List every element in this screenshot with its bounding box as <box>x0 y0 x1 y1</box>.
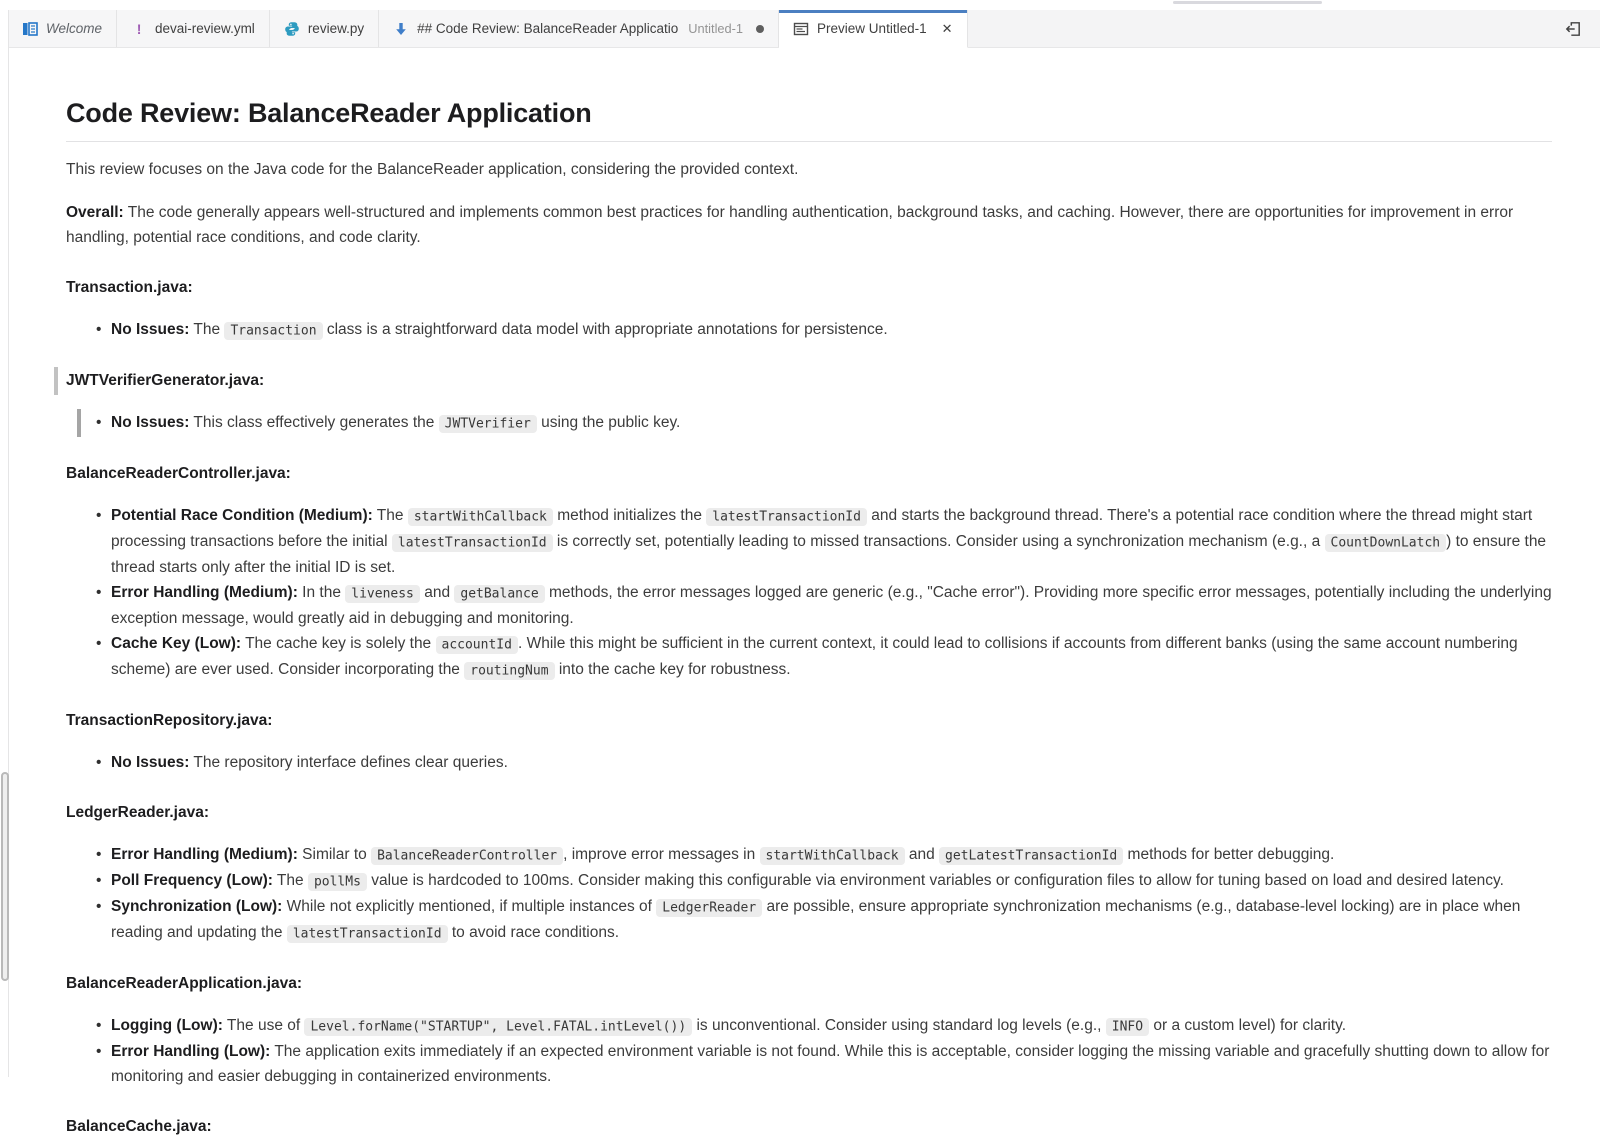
bullet-list <box>66 317 1552 343</box>
section-heading: BalanceCache.java: <box>66 1118 212 1135</box>
list-item <box>111 631 1552 683</box>
inline-code: getLatestTransactionId <box>939 847 1123 865</box>
section-heading: BalanceReaderApplication.java: <box>66 975 303 992</box>
python-icon <box>284 21 300 37</box>
inline-code: BalanceReaderController <box>371 847 563 865</box>
tab-label: review.py <box>307 21 365 36</box>
bullet-text: is unconventional. Consider using standard log levels (e.g., <box>692 1017 1106 1034</box>
list-item <box>111 503 1552 580</box>
inline-code: Transaction <box>224 322 322 340</box>
inline-code: Level.forName("STARTUP", Level.FATAL.intLevel()) <box>304 1018 692 1036</box>
overall-label: Overall: <box>66 204 124 221</box>
bullet-text: The application exits immediately if an expected environment variable is not found. While this is acceptable, consider logging the missing variable and gracefully shutting down to allow for monitoring and easier debugging in containerized environments. <box>111 1043 1550 1085</box>
bullet-text: . While this might be sufficient in the current context, it could lead to collisions if accounts from different banks (using the same account numbering scheme) are ever used. Consider incorporating the <box>111 635 1518 678</box>
inline-code: accountId <box>436 636 518 654</box>
list-item <box>111 317 1552 343</box>
bullet-text: While not explicitly mentioned, if multiple instances of <box>282 898 657 915</box>
list-item <box>111 1039 1552 1089</box>
bullet-label: Logging (Low): <box>111 1017 223 1034</box>
tab-code-review-md[interactable] <box>379 10 779 47</box>
bullet-label: No Issues: <box>111 754 190 771</box>
list-item <box>111 750 1552 775</box>
bullet-text: In the <box>297 584 346 601</box>
bullet-text: methods, the error messages logged are generic (e.g., "Cache error"). Providing more specific error messages, potentially including the underlying exception message, would greatly aid in debugging and monitoring. <box>111 584 1552 627</box>
markdown-preview-icon <box>793 21 809 37</box>
inline-code: JWTVerifier <box>439 415 537 433</box>
bullet-text: is correctly set, potentially leading to missed transactions. Consider using a synchronization mechanism (e.g., a <box>552 533 1325 550</box>
bullet-text: ) to ensure the thread starts only after the initial ID is set. <box>111 533 1547 576</box>
list-item <box>111 868 1552 894</box>
tab-bar-empty-space <box>968 10 1547 47</box>
tab-label: ## Code Review: BalanceReader Applicatio <box>417 21 679 36</box>
intro-paragraph: This review focuses on the Java code for the BalanceReader application, considering the provided context. <box>66 161 799 178</box>
bullet-text: to avoid race conditions. <box>447 924 620 941</box>
bullet-text: class is a straightforward data model with appropriate annotations for persistence. <box>322 321 888 338</box>
tab-welcome[interactable] <box>8 10 117 47</box>
bullet-text: , improve error messages in <box>563 846 760 863</box>
bullet-list <box>66 1013 1552 1089</box>
tab-description: Untitled-1 <box>688 21 744 36</box>
bullet-text: The cache key is solely the <box>241 635 436 652</box>
bullet-text: methods for better debugging. <box>1123 846 1335 863</box>
tab-bar <box>8 10 1600 48</box>
bullet-text: or a custom level) for clarity. <box>1149 1017 1347 1034</box>
inline-code: latestTransactionId <box>392 534 553 552</box>
bullet-text: The <box>372 507 408 524</box>
bullet-text: and <box>904 846 940 863</box>
page-title: Code Review: BalanceReader Application <box>66 97 1552 142</box>
markdown-down-arrow-icon <box>393 21 409 37</box>
top-overlay-line <box>1173 1 1322 4</box>
inline-code: liveness <box>345 585 420 603</box>
bullet-label: Synchronization (Low): <box>111 898 283 915</box>
bullet-list <box>66 410 1552 436</box>
list-item <box>111 842 1552 868</box>
inline-code: pollMs <box>308 873 367 891</box>
bullet-label: Potential Race Condition (Medium): <box>111 507 373 524</box>
bullet-text: The <box>189 321 225 338</box>
tab-label: devai-review.yml <box>155 21 255 36</box>
section-heading: TransactionRepository.java: <box>66 712 273 729</box>
list-item <box>111 1013 1552 1039</box>
bullet-text: value is hardcoded to 100ms. Consider making this configurable via environment variables or configuration files to allow for tuning based on load and desired latency. <box>366 872 1504 889</box>
bullet-label: No Issues: <box>111 414 190 431</box>
markdown-preview-pane <box>9 48 1600 1135</box>
bullet-label: No Issues: <box>111 321 190 338</box>
tab-label: Preview Untitled-1 <box>817 21 927 36</box>
bullet-text: This class effectively generates the <box>189 414 439 431</box>
list-item <box>111 894 1552 946</box>
bullet-text: method initializes the <box>552 507 707 524</box>
bullet-text: and starts the background thread. There's a potential race condition where the thread might start processing transactions before the initial <box>111 507 1533 550</box>
bullet-text: The repository interface defines clear queries. <box>189 754 508 771</box>
welcome-book-icon <box>22 21 38 37</box>
bullet-list <box>66 750 1552 775</box>
tab-devai-review-yml[interactable] <box>117 10 270 47</box>
bullet-list <box>66 503 1552 683</box>
bullet-text: Similar to <box>297 846 372 863</box>
yaml-exclamation-icon: ! <box>136 20 142 37</box>
bullet-label: Error Handling (Medium): <box>111 584 298 601</box>
inline-code: CountDownLatch <box>1325 534 1447 552</box>
section-heading: BalanceReaderController.java: <box>66 465 291 482</box>
inline-code: startWithCallback <box>408 508 553 526</box>
bullet-text: The use of <box>222 1017 305 1034</box>
bullet-label: Error Handling (Medium): <box>111 846 298 863</box>
bullet-text: The <box>272 872 308 889</box>
doc-sections <box>66 275 1552 1139</box>
inline-code: getBalance <box>454 585 544 603</box>
bullet-label: Cache Key (Low): <box>111 635 242 652</box>
overall-text: The code generally appears well-structured and implements common best practices for handling authentication, background tasks, and caching. However, there are opportunities for improvement in error handling, potential race conditions, and code clarity. <box>66 204 1514 246</box>
bullet-text: using the public key. <box>536 414 681 431</box>
inline-code: routingNum <box>464 662 554 680</box>
split-editor-icon[interactable] <box>1564 20 1582 38</box>
editor-actions <box>1546 10 1600 47</box>
modified-dot-icon <box>756 25 764 33</box>
section-heading: LedgerReader.java: <box>66 804 210 821</box>
bullet-list <box>66 842 1552 946</box>
overall-paragraph <box>66 200 1552 250</box>
section-heading: Transaction.java: <box>66 279 193 296</box>
tab-preview-untitled-1[interactable] <box>779 10 967 48</box>
inline-code: startWithCallback <box>760 847 905 865</box>
section-heading: JWTVerifierGenerator.java: <box>66 368 1552 393</box>
left-scrollbar-thumb[interactable] <box>1 772 9 981</box>
inline-code: latestTransactionId <box>287 925 448 943</box>
tab-review-py[interactable] <box>270 10 379 47</box>
close-icon[interactable]: ✕ <box>941 21 953 36</box>
bullet-text: are possible, ensure appropriate synchronization mechanisms (e.g., database-level locking) are in place when reading and updating the <box>111 898 1521 941</box>
list-item <box>111 410 1552 436</box>
inline-code: latestTransactionId <box>706 508 867 526</box>
tab-label: Welcome <box>46 21 103 36</box>
bullet-text: into the cache key for robustness. <box>554 661 791 678</box>
inline-code: LedgerReader <box>656 899 762 917</box>
bullet-label: Poll Frequency (Low): <box>111 872 273 889</box>
inline-code: INFO <box>1106 1018 1149 1036</box>
bullet-text: and <box>419 584 455 601</box>
bullet-label: Error Handling (Low): <box>111 1043 271 1060</box>
list-item <box>111 580 1552 631</box>
